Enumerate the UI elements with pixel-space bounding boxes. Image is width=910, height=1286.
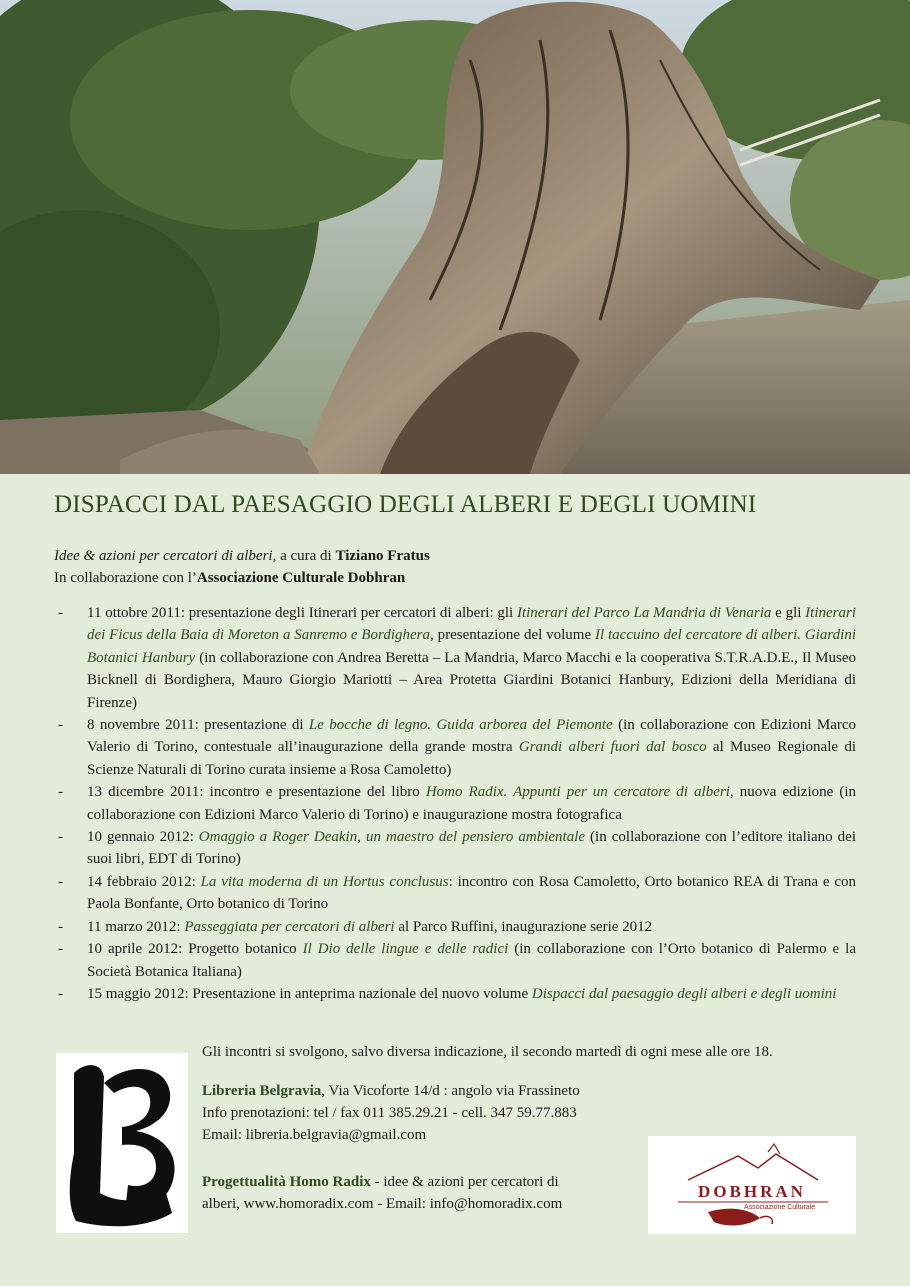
bookstore-contact: [202, 1080, 580, 1146]
event-item: [54, 916, 856, 938]
homo-radix-name: Progettualità Homo Radix: [202, 1174, 371, 1190]
bookstore-line: [202, 1080, 580, 1102]
event-text: (in collaborazione con l’Orto botanico di Palermo e la Società Botanica Italiana): [87, 941, 856, 980]
event-title: Homo Radix. Appunti per un cercatore di alberi: [425, 784, 730, 801]
event-title: Itinerari del Parco La Mandria di Venaria: [516, 605, 772, 621]
event-text: 14 febbraio 2012:: [87, 873, 201, 890]
schedule-note: Gli incontri si svolgono, salvo diversa indicazione, il secondo martedì di ogni mese alle ore 18.: [202, 1044, 773, 1060]
bullet-dash: -: [58, 873, 63, 890]
event-text: (in collaborazione con Edizioni Marco Valerio di Torino, contestuale all’inaugurazione della grande mostra: [87, 717, 856, 756]
event-title: Omaggio a Roger Deakin, un maestro del pensiero ambientale: [198, 829, 586, 846]
homo-radix-desc: - idee & azioni per cercatori di: [370, 1174, 559, 1190]
event-text: , nuova edizione (in collaborazione con Edizioni Marco Valerio di Torino) e inaugurazione mostra fotografica: [87, 784, 857, 823]
intro-line-1: [54, 545, 430, 567]
series-name: Idee & azioni per cercatori di alberi: [54, 548, 273, 564]
bullet-dash: -: [58, 941, 63, 958]
event-text: 15 maggio 2012: Presentazione in anteprima nazionale del nuovo volume: [87, 985, 532, 1002]
event-text: (in collaborazione con l’editore italiano dei suoi libri, EDT di Torino): [87, 829, 856, 868]
event-text: , presentazione del volume: [430, 627, 595, 644]
event-text: 13 dicembre 2011: incontro e presentazione del libro: [87, 784, 426, 801]
bookstore-email: Email: libreria.belgravia@gmail.com: [202, 1127, 427, 1143]
bookstore-name: Libreria Belgravia: [202, 1083, 322, 1099]
event-item: [54, 871, 856, 916]
event-title: Itinerari dei Ficus della Baia di Moreton a Sanremo e Bordighera: [87, 605, 856, 644]
event-title: Le bocche di legno. Guida arborea del Piemonte: [308, 717, 613, 734]
bullet-dash: -: [58, 985, 63, 1002]
event-text: 8 novembre 2011: presentazione di: [87, 717, 309, 734]
bullet-dash: -: [58, 829, 63, 846]
event-text: 11 marzo 2012:: [87, 918, 185, 935]
event-title: Grandi alberi fuori dal bosco: [518, 739, 707, 756]
event-title: La vita moderna di un Hortus conclusus: [200, 873, 449, 890]
intro-block: [54, 545, 430, 589]
event-title: Il taccuino del cercatore di alberi. Giardini Botanici Hanbury: [87, 627, 856, 666]
bullet-dash: -: [58, 717, 63, 734]
bullet-dash: -: [58, 605, 63, 621]
event-item: [54, 602, 856, 714]
bookstore-address: , Via Vicoforte 14/d : angolo via Frassineto: [321, 1083, 580, 1099]
event-text: (in collaborazione con Andrea Beretta – La Mandria, Marco Macchi e la cooperativa S.T.R.A.D.E., Il Museo Bicknell di Bordighera, Mauro Giorgio Mariotti – Area Protetta Giardini Botanici Hanbury, Edizioni della Meridiana di Firenze): [87, 649, 857, 711]
homo-line-1: [202, 1171, 622, 1193]
events-list: [54, 602, 856, 1005]
homo-radix-links: alberi, www.homoradix.com - Email: info@homoradix.com: [202, 1196, 563, 1212]
intro-line-2: [54, 567, 430, 589]
event-title: Dispacci dal paesaggio degli alberi e degli uomini: [531, 985, 837, 1002]
homo-radix-contact: [202, 1171, 622, 1215]
event-title: Passeggiata per cercatori di alberi: [184, 918, 395, 935]
event-text: 10 gennaio 2012:: [87, 829, 199, 846]
bullet-dash: -: [58, 784, 63, 801]
cura-text: , a cura di: [272, 548, 336, 564]
event-item: [54, 781, 856, 826]
event-title: Il Dio delle lingue e delle radici: [302, 941, 509, 958]
event-item: [54, 714, 856, 781]
event-text: : incontro con Rosa Camoletto, Orto botanico REA di Trana e con Paola Bonfante, Orto botanico di Torino: [87, 873, 857, 913]
dobhran-name: DOBHRAN: [698, 1182, 806, 1201]
document-title: DISPACCI DAL PAESAGGIO DEGLI ALBERI E DEGLI UOMINI: [54, 491, 757, 518]
libreria-belgravia-logo: [56, 1053, 188, 1233]
collab-text: In collaborazione con l’: [54, 570, 197, 586]
event-item: [54, 826, 856, 871]
dobhran-subtitle: Associazione Culturale: [744, 1204, 816, 1211]
hero-tree-photo: [0, 0, 910, 474]
dobhran-logo: [648, 1136, 856, 1234]
event-text: 11 ottobre 2011: presentazione degli Itinerari per cercatori di alberi: gli: [87, 605, 517, 621]
bullet-dash: -: [58, 918, 63, 935]
event-item: [54, 938, 856, 983]
bookstore-phone: Info prenotazioni: tel / fax 011 385.29.21 - cell. 347 59.77.883: [202, 1105, 577, 1121]
event-text: al Museo Regionale di Scienze Naturali di Torino curata insieme a Rosa Camoletto): [87, 739, 856, 778]
association-name: Associazione Culturale Dobhran: [196, 570, 406, 586]
curator-name: Tiziano Fratus: [335, 548, 430, 564]
event-text: al Parco Ruffini, inaugurazione serie 2012: [394, 918, 653, 935]
event-text: e gli: [771, 605, 806, 621]
event-text: 10 aprile 2012: Progetto botanico: [87, 941, 303, 958]
event-item: [54, 983, 856, 1005]
